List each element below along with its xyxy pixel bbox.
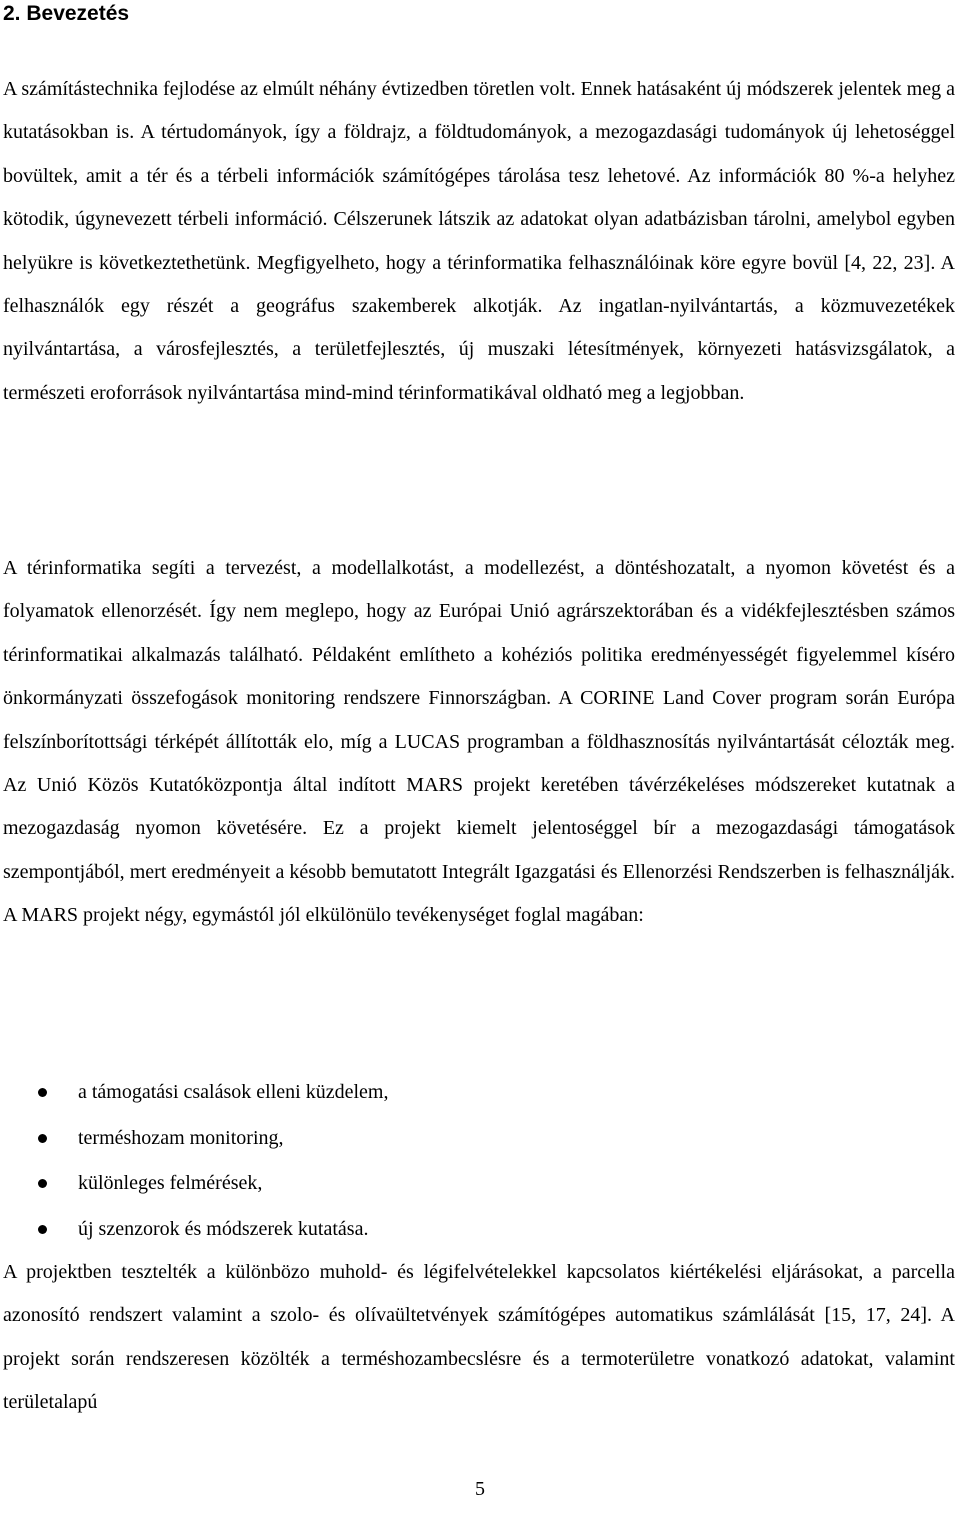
page-number: 5 xyxy=(475,1478,485,1500)
list-item xyxy=(0,1207,960,1253)
list-item-text: a támogatási csalások elleni küzdelem, xyxy=(78,1081,389,1103)
bullet-icon xyxy=(38,1225,47,1234)
paragraph-applications: A térinformatika segíti a tervezést, a modellalkotást, a modellezést, a döntéshozatalt, a nyomon követést és a folyamatok ellenorzését. Így nem meglepo, hogy az Európai Unió agrárszektorában és a vidékfejlesztésben számos térinformatikai alkalmazás található. Példaként említheto a kohéziós politika eredményességét figyelemmel kíséro önkormányzati összefogások monitoring rendszere Finnországban. A CORINE Land Cover program során Európa felszínborítottsági térképét állították elo, míg a LUCAS programban a földhasznosítás nyilvántartását célozták meg. Az Unió Közös Kutatóközpontja által indított MARS projekt keretében távérzékeléses módszereket kutatnak a mezogazdaság nyomon követésére. Ez a projekt kiemelt jelentoséggel bír a mezogazdasági támogatások szempontjából, mert eredményeit a késobb bemutatott Integrált Igazgatási és Ellenorzési Rendszerben is felhasználják. A MARS projekt négy, egymástól jól elkülönülo tevékenységet foglal magában: xyxy=(3,557,955,927)
section-heading: 2. Bevezetés xyxy=(3,2,130,25)
bullet-icon xyxy=(38,1179,47,1188)
list-item-text: új szenzorok és módszerek kutatása. xyxy=(78,1218,369,1241)
list-item xyxy=(0,1116,960,1162)
paragraph-project: A projektben tesztelték a különbözo muhold- és légifelvételekkel kapcsolatos kiértékelési eljárásokat, a parcella azonosító rendszert valamint a szolo- és olívaültetvények számítógépes automatikus számlálását [15, 17, 24]. A projekt során rendszeresen közölték a terméshozambecslésre és a termoterületre vonatkozó adatokat, valamint területalapú xyxy=(3,1261,955,1414)
list-item xyxy=(0,1070,960,1116)
bullet-icon xyxy=(38,1088,47,1097)
bullet-icon xyxy=(38,1134,47,1143)
paragraph-intro: A számítástechnika fejlodése az elmúlt néhány évtizedben töretlen volt. Ennek hatásaként új módszerek jelentek meg a kutatásokban is. A tértudományok, így a földrajz, a földtudományok, a mezogazdasági tudományok új lehetoséggel bovültek, amit a tér és a térbeli információk számítógépes tárolása tesz lehetové. Az információk 80 %-a helyhez kötodik, úgynevezett térbeli információ. Célszerunek látszik az adatokat olyan adatbázisban tárolni, amelybol egyben helyükre is következtethetünk. Megfigyelheto, hogy a térinformatika felhasználóinak köre egyre bovül [4, 22, 23]. A felhasználók egy részét a geográfus szakemberek alkotják. Az ingatlan-nyilvántartás, a közmuvezetékek nyilvántartása, a városfejlesztés, a területfejlesztés, új muszaki létesítmények, környezeti hatásvizsgálatok, a természeti eroforrások nyilvántartása mind-mind térinformatikával oldható meg a legjobban. xyxy=(3,78,955,404)
mars-activities-list xyxy=(0,1070,960,1253)
list-item xyxy=(0,1161,960,1207)
list-item-text: különleges felmérések, xyxy=(78,1172,263,1195)
list-item-text: terméshozam monitoring, xyxy=(78,1126,284,1149)
